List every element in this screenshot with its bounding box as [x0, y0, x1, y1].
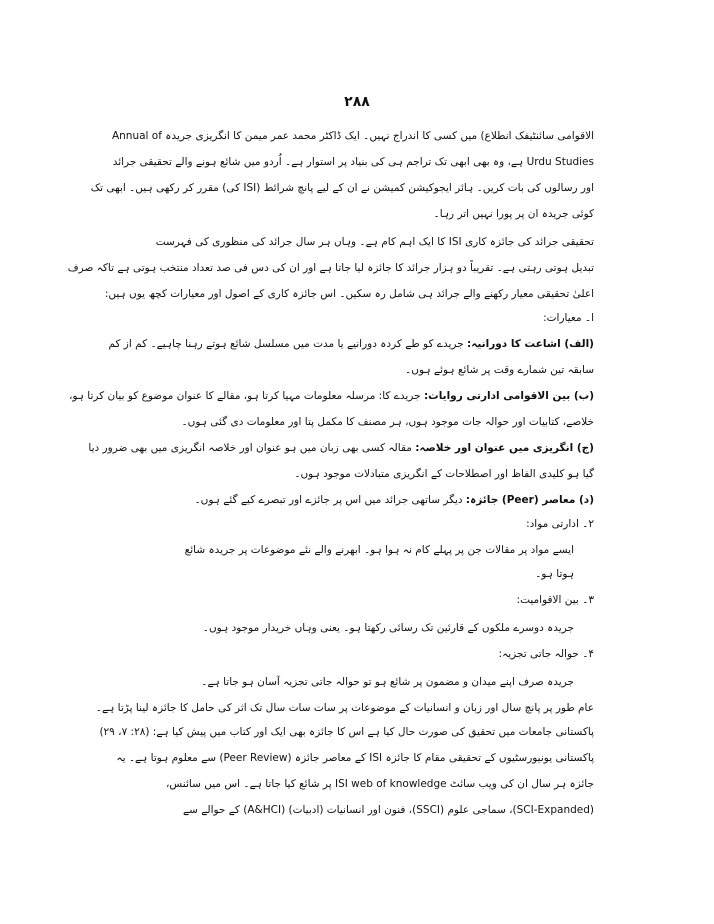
- criterion-label: (ب) بین الاقوامی ادارتی روایات:: [423, 390, 594, 402]
- section-heading: ا۔ معیارات:: [543, 312, 594, 324]
- text-line: (SCI-Expanded)، سماجی علوم (SSCI)، فنون اور انسانیات (ادبیات) (A&HCI) کے حوالے سے: [182, 804, 594, 816]
- criterion-line: (الف) اشاعت کا دورانیہ: جریدے کو طے کردہ دورانیے یا مدت میں مسلسل شائع ہوتے رہنا چاہیے۔ کم از کم: [108, 338, 594, 350]
- text-line: پاکستانی یونیورسٹیوں کے تحقیقی مقام کا جائزہ ISI کے معاصر جائزہ (Peer Review) سے معلوم ہوتا ہے۔ یہ: [116, 752, 594, 764]
- criterion-line: (ب) بین الاقوامی ادارتی روایات: جریدے کا: مرسلہ معلومات مہیا کرتا ہو، مقالے کا عنوان موضوع کو بیان کرتا ہو،: [68, 390, 594, 402]
- section-heading: ۴۔ حوالہ جاتی تجزیہ:: [498, 648, 594, 660]
- text-line: تحقیقی جرائد کی جائزہ کاری ISI کا ایک اہم کام ہے۔ وہاں ہر سال جرائد کی منظوری کی فہرست: [155, 236, 594, 248]
- criterion-line: (ج) انگریزی میں عنوان اور خلاصہ: مقالہ کسی بھی زبان میں ہو عنوان اور خلاصہ انگریزی میں بھی ضرور دیا: [88, 442, 594, 454]
- text-line: جریدہ دوسرے ملکوں کے قارئین تک رسائی رکھتا ہو۔ یعنی وہاں خریدار موجود ہوں۔: [202, 622, 574, 634]
- text-line: اعلیٰ تحقیقی معیار رکھنے والے جرائد ہی شامل رہ سکیں۔ اس جائزہ کاری کے اصول اور معیارات کچھ یوں ہیں:: [104, 288, 594, 300]
- page-number: ۲۸۸: [344, 94, 370, 110]
- text-line: اور رسالوں کی بات کریں۔ ہائر ایجوکیشن کمیشن نے ان کے لیے پانچ شرائط (ISI کی) مقرر کر رکھی ہیں۔ ابھی تک: [90, 182, 594, 194]
- criterion-label: (ج) انگریزی میں عنوان اور خلاصہ:: [415, 442, 594, 454]
- text-line: الاقوامی سائنٹیفک انطلاع) میں کسی کا اندراج نہیں۔ ایک ڈاکٹر محمد عمر میمن کا انگریزی جریدہ Annual of: [111, 130, 594, 142]
- text-line: ہوتا ہو۔: [535, 568, 574, 580]
- text-line: Urdu Studies ہے، وہ بھی ابھی تک تراجم ہی کی بنیاد پر استوار ہے۔ اُردو میں شائع ہونے والے تحقیقی جرائد: [112, 156, 594, 168]
- text-line: جریدہ صرف اپنے میدان و مضمون پر شائع ہو تو حوالہ جاتی تجزیہ آسان ہو جاتا ہے۔: [201, 676, 574, 688]
- text-line: عام طور پر پانچ سال اور زبان و انسانیات کے موضوعات پر سات سات سال تک اثر کی حامل کا جائزہ لینا پڑتا ہے۔: [95, 702, 594, 714]
- criterion-label: (الف) اشاعت کا دورانیہ:: [467, 338, 594, 350]
- text-line: جائزہ ہر سال ان کی ویب سائٹ ISI web of knowledge پر شائع کیا جاتا ہے۔ اس میں سائنس،: [166, 778, 594, 790]
- text-line: خلاصے، کتابیات اور حوالہ جات موجود ہوں، ہر مصنف کا مکمل پتا اور معلومات دی گئی ہوں۔: [181, 416, 594, 428]
- text-line: سابقہ تین شمارے وقت پر شائع ہوئے ہوں۔: [405, 364, 594, 376]
- text-line: کوئی جریدہ ان پر پورا نہیں اتر رہا۔: [433, 208, 594, 220]
- criterion-label: (د) معاصر (Peer) جائزہ:: [465, 494, 594, 506]
- criterion-line: (د) معاصر (Peer) جائزہ: دیگر ساتھی جرائد میں اس پر جائزے اور تبصرے کیے گئے ہوں۔: [194, 494, 594, 506]
- text-line: گیا ہو کلیدی الفاظ اور اصطلاحات کے انگریزی متبادلات موجود ہوں۔: [294, 468, 594, 480]
- text-line: ایسے مواد پر مقالات جن پر پہلے کام نہ ہوا ہو۔ ابھرنے والے نئے موضوعات پر جریدہ شائع: [184, 544, 574, 556]
- section-heading: ۲۔ ادارتی مواد:: [526, 518, 594, 530]
- section-heading: ۳۔ بین الاقوامیت:: [516, 594, 594, 606]
- text-line: پاکستانی جامعات میں تحقیق کی صورت حال کیا ہے اس کا جائزہ بھی ایک اور کتاب میں پیش کیا ہے: (۲۸: ۷، ۲۹): [99, 726, 594, 738]
- text-line: تبدیل ہوتی رہتی ہے۔ تقریباً دو ہزار جرائد کا جائزہ لیا جاتا ہے اور ان کی دس فی صد تعداد منتخب ہوتی ہے تاکہ صرف: [67, 262, 594, 274]
